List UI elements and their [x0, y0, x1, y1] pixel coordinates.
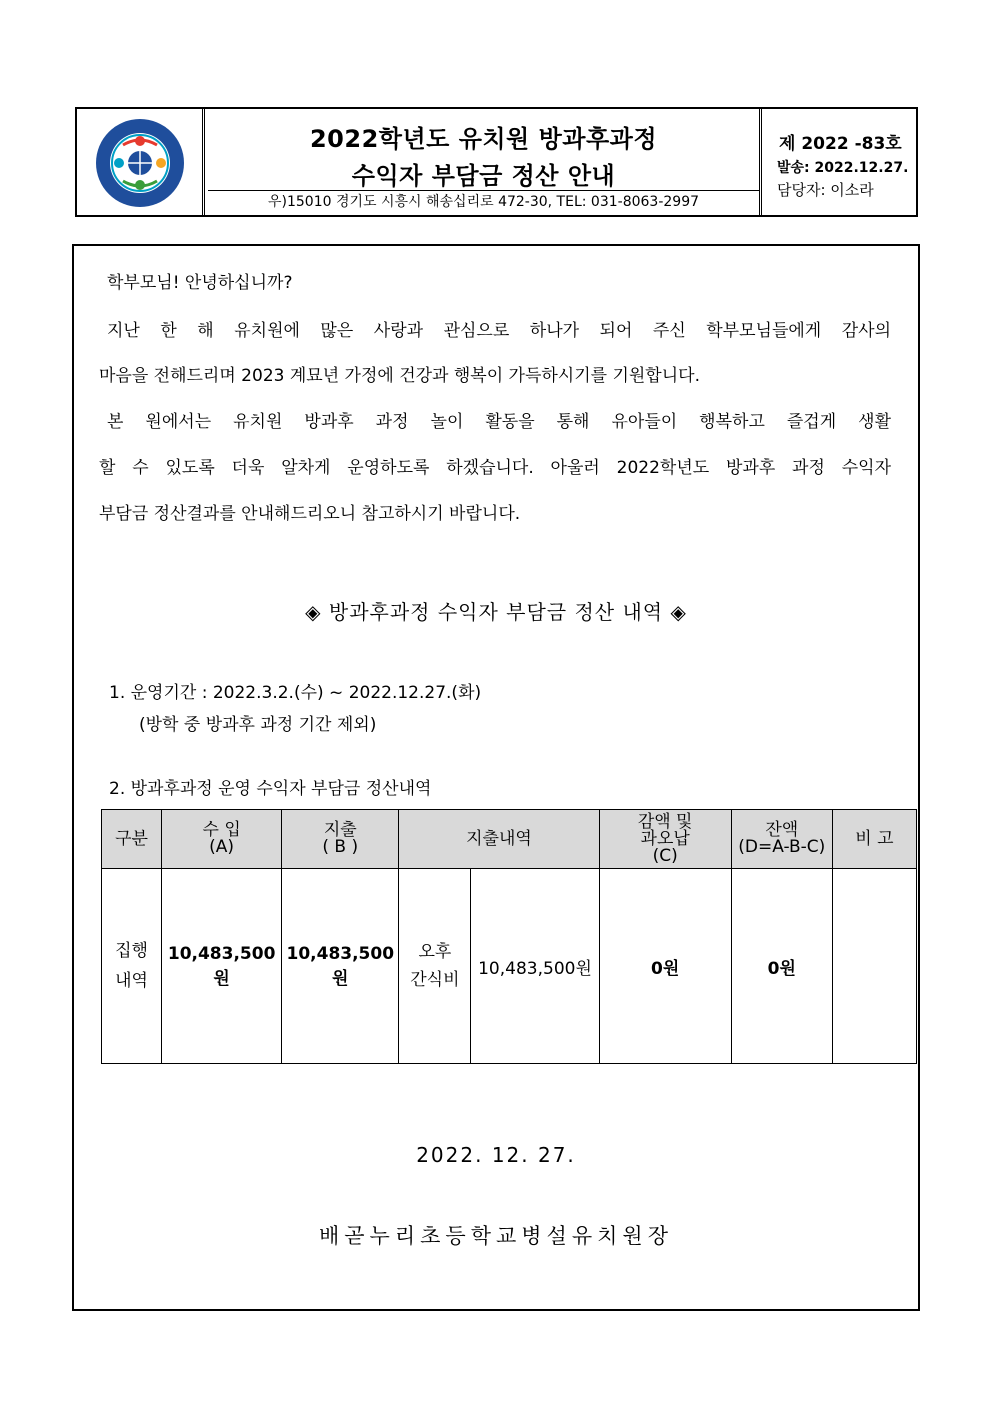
letterhead	[75, 107, 918, 217]
header-category: 구분	[102, 810, 162, 869]
section-title: ◈ 방과후과정 수익자 부담금 정산 내역 ◈	[305, 600, 687, 624]
table-header-row	[102, 810, 917, 869]
document-meta	[765, 109, 916, 215]
cell-expense-amount: 10,483,500원	[471, 869, 599, 1064]
header-expense: 지출 ( B )	[282, 810, 399, 869]
cell-refund: 0원	[599, 869, 731, 1064]
cell-category: 집행 내역	[102, 869, 162, 1064]
issue-date: 2022. 12. 27.	[416, 1143, 576, 1167]
paragraph-2-line-1: 본 원에서는 유치원 방과후 과정 놀이 활동을 통해 유아들이 행복하고 즐겁게 생활	[107, 412, 891, 432]
item-2-title: 2. 방과후과정 운영 수익자 부담금 정산내역	[109, 779, 432, 799]
cell-remarks	[832, 869, 916, 1064]
item-1-period: 1. 운영기간 : 2022.3.2.(수) ~ 2022.12.27.(화)	[109, 683, 482, 703]
cell-expense-item: 오후 간식비	[399, 869, 471, 1064]
logo-cell	[77, 109, 205, 215]
paragraph-1-line-1: 지난 한 해 유치원에 많은 사랑과 관심으로 하나가 되어 주신 학부모님들에게 감사의	[107, 321, 891, 341]
document-title-line2: 수익자 부담금 정산 안내	[351, 162, 616, 190]
document-title-line1: 2022학년도 유치원 방과후과정	[309, 125, 658, 153]
paragraph-2-line-2: 할 수 있도록 더욱 알차게 운영하도록 하겠습니다. 아울러 2022학년도 방과후 과정 수익자	[99, 458, 891, 478]
school-emblem-icon	[93, 117, 187, 209]
signer: 배곧누리초등학교병설유치원장	[318, 1224, 673, 1248]
cell-income: 10,483,500원	[162, 869, 282, 1064]
staff-in-charge: 담당자: 이소라	[777, 181, 874, 199]
header-refund: 감액 및 과오납 (C)	[599, 810, 731, 869]
header-balance: 잔액 (D=A-B-C)	[731, 810, 832, 869]
greeting: 학부모님! 안녕하십니까?	[107, 273, 293, 293]
item-1-note: (방학 중 방과후 과정 기간 제외)	[139, 715, 377, 735]
settlement-table	[101, 809, 917, 1064]
school-address: 우)15010 경기도 시흥시 해송십리로 472-30, TEL: 031-8063-2997	[208, 190, 759, 215]
document-number: 제 2022 -83호	[779, 134, 902, 154]
header-remarks: 비 고	[832, 810, 916, 869]
cell-balance: 0원	[731, 869, 832, 1064]
notice-body	[72, 244, 920, 1311]
table-row	[102, 869, 917, 1064]
header-income: 수 입 (A)	[162, 810, 282, 869]
paragraph-2-line-3: 부담금 정산결과를 안내해드리오니 참고하시기 바랍니다.	[99, 504, 521, 524]
header-expense-detail: 지출내역	[399, 810, 599, 869]
cell-expense: 10,483,500원	[282, 869, 399, 1064]
sent-date: 발송: 2022.12.27.	[777, 160, 909, 176]
paragraph-1-line-2: 마음을 전해드리며 2023 계묘년 가정에 건강과 행복이 가득하시기를 기원합니다.	[99, 366, 700, 386]
title-cell	[208, 109, 762, 215]
